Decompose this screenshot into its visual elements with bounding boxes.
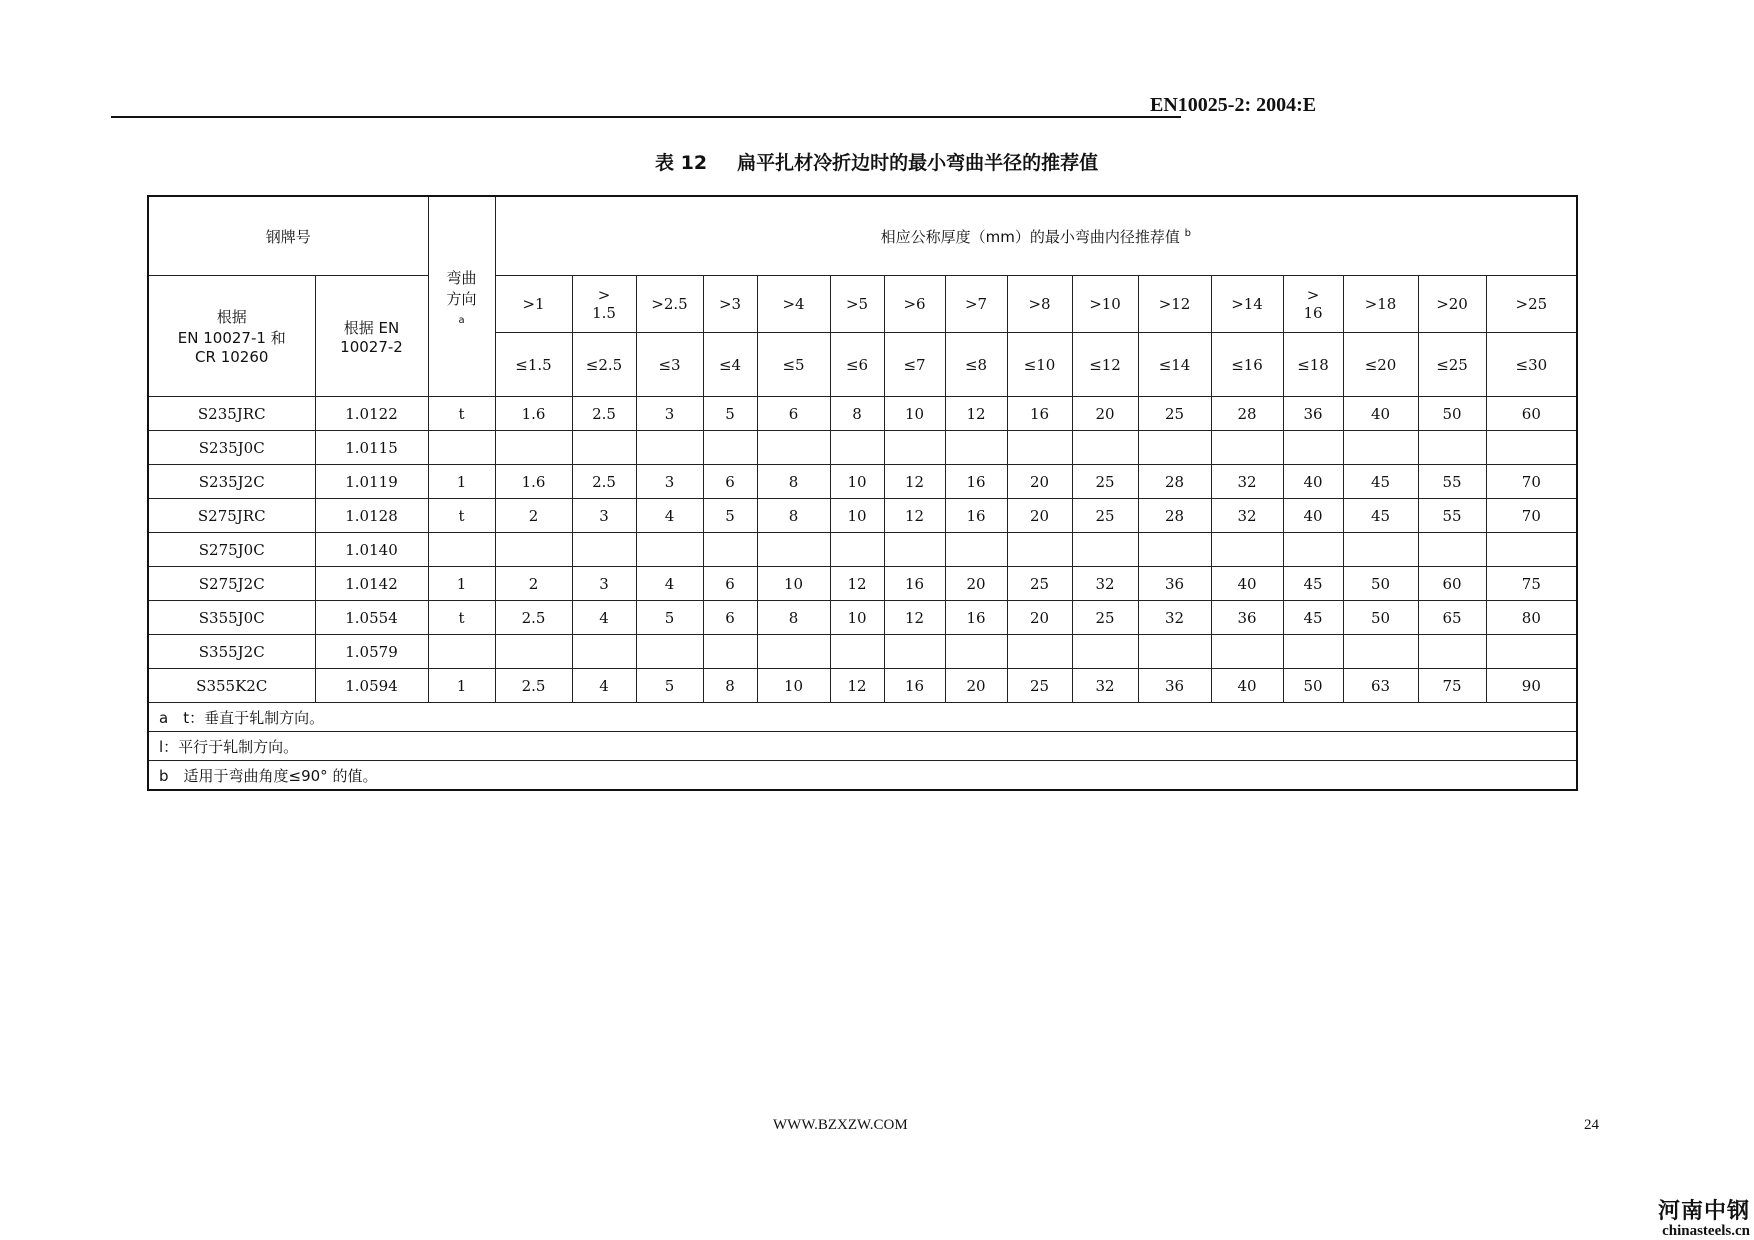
min-bend-diameter: 65 xyxy=(1418,601,1486,635)
bend-direction xyxy=(428,533,495,567)
min-bend-diameter: 2.5 xyxy=(495,669,572,703)
table-row xyxy=(148,669,1577,703)
table-row xyxy=(148,533,1577,567)
min-bend-diameter: 75 xyxy=(1418,669,1486,703)
min-bend-diameter: 25 xyxy=(1072,601,1138,635)
min-bend-diameter xyxy=(1007,431,1072,465)
min-bend-diameter: 10 xyxy=(884,397,945,431)
min-bend-diameter: 75 xyxy=(1486,567,1577,601)
min-bend-diameter: 20 xyxy=(1007,601,1072,635)
min-bend-diameter: 28 xyxy=(1211,397,1283,431)
min-bend-diameter: 36 xyxy=(1283,397,1343,431)
min-bend-diameter xyxy=(1283,431,1343,465)
range-upper-bound: ≤1.5 xyxy=(495,333,572,397)
min-bend-diameter: 10 xyxy=(757,567,830,601)
min-bend-diameter: 50 xyxy=(1343,567,1418,601)
steel-grade-name: S355K2C xyxy=(148,669,315,703)
page-number: 24 xyxy=(1584,1117,1599,1133)
min-bend-diameter xyxy=(757,533,830,567)
min-bend-diameter: 5 xyxy=(703,397,757,431)
min-bend-diameter xyxy=(1486,431,1577,465)
bend-radius-table xyxy=(147,195,1578,791)
range-lower-bound: >10 xyxy=(1072,276,1138,333)
min-bend-diameter xyxy=(1007,635,1072,669)
min-bend-diameter: 36 xyxy=(1138,567,1211,601)
min-bend-diameter xyxy=(1343,533,1418,567)
min-bend-diameter: 40 xyxy=(1211,669,1283,703)
min-bend-diameter: 12 xyxy=(884,601,945,635)
min-bend-diameter xyxy=(1138,635,1211,669)
min-bend-diameter: 50 xyxy=(1283,669,1343,703)
min-bend-diameter: 50 xyxy=(1343,601,1418,635)
min-bend-diameter: 12 xyxy=(830,669,884,703)
min-bend-diameter: 4 xyxy=(636,567,703,601)
range-upper-bound: ≤14 xyxy=(1138,333,1211,397)
min-bend-diameter: 63 xyxy=(1343,669,1418,703)
range-lower-bound: >18 xyxy=(1343,276,1418,333)
steel-grade-name: S275J0C xyxy=(148,533,315,567)
document-id: EN10025-2: 2004:E xyxy=(1150,94,1317,116)
table-footnote-row xyxy=(148,732,1577,761)
range-lower-bound: >5 xyxy=(830,276,884,333)
min-bend-diameter: 10 xyxy=(757,669,830,703)
min-bend-diameter: 70 xyxy=(1486,499,1577,533)
table-row xyxy=(148,397,1577,431)
min-bend-diameter xyxy=(572,431,636,465)
min-bend-diameter: 50 xyxy=(1418,397,1486,431)
min-bend-diameter: 6 xyxy=(703,601,757,635)
range-upper-bound: ≤16 xyxy=(1211,333,1283,397)
min-bend-diameter: 8 xyxy=(703,669,757,703)
min-bend-diameter xyxy=(703,635,757,669)
range-upper-bound: ≤7 xyxy=(884,333,945,397)
min-bend-diameter: 8 xyxy=(830,397,884,431)
min-bend-diameter: 16 xyxy=(884,567,945,601)
min-bend-diameter: 45 xyxy=(1343,499,1418,533)
min-bend-diameter xyxy=(1072,635,1138,669)
min-bend-diameter: 32 xyxy=(1211,499,1283,533)
min-bend-diameter: 12 xyxy=(830,567,884,601)
steel-grade-name: S235J2C xyxy=(148,465,315,499)
min-bend-diameter: 2 xyxy=(495,567,572,601)
thickness-header-label: 相应公称厚度（mm）的最小弯曲内径推荐值 xyxy=(880,227,1180,246)
steel-number: 1.0142 xyxy=(315,567,428,601)
footer-website: WWW.BZXZW.COM xyxy=(773,1117,908,1133)
min-bend-diameter: 20 xyxy=(1007,465,1072,499)
grade-header: 钢牌号 xyxy=(148,196,428,276)
table-footnote-row xyxy=(148,761,1577,791)
min-bend-diameter: 10 xyxy=(830,601,884,635)
min-bend-diameter: 45 xyxy=(1283,567,1343,601)
bend-direction: 1 xyxy=(428,465,495,499)
table-row xyxy=(148,499,1577,533)
min-bend-diameter: 8 xyxy=(757,465,830,499)
min-bend-diameter xyxy=(495,635,572,669)
min-bend-diameter xyxy=(830,431,884,465)
min-bend-diameter xyxy=(1418,431,1486,465)
min-bend-diameter: 32 xyxy=(1072,567,1138,601)
steel-grade-name: S355J2C xyxy=(148,635,315,669)
table-row xyxy=(148,567,1577,601)
min-bend-diameter: 25 xyxy=(1072,499,1138,533)
min-bend-diameter: 80 xyxy=(1486,601,1577,635)
min-bend-diameter: 45 xyxy=(1343,465,1418,499)
logo-en-text: chinasteels.cn xyxy=(1662,1223,1750,1239)
bend-direction: t xyxy=(428,499,495,533)
min-bend-diameter: 40 xyxy=(1343,397,1418,431)
min-bend-diameter: 60 xyxy=(1486,397,1577,431)
min-bend-diameter: 16 xyxy=(945,601,1007,635)
bend-direction xyxy=(428,635,495,669)
min-bend-diameter: 32 xyxy=(1211,465,1283,499)
min-bend-diameter xyxy=(1211,431,1283,465)
min-bend-diameter xyxy=(572,635,636,669)
min-bend-diameter: 45 xyxy=(1283,601,1343,635)
min-bend-diameter xyxy=(757,431,830,465)
min-bend-diameter: 3 xyxy=(636,465,703,499)
steel-number: 1.0128 xyxy=(315,499,428,533)
min-bend-diameter: 16 xyxy=(945,499,1007,533)
range-lower-bound: >3 xyxy=(703,276,757,333)
en10027-1-header: 根据 EN 10027-1 和 CR 10260 xyxy=(148,276,315,397)
table-row xyxy=(148,465,1577,499)
min-bend-diameter xyxy=(1486,635,1577,669)
range-lower-bound: >7 xyxy=(945,276,1007,333)
min-bend-diameter: 2.5 xyxy=(495,601,572,635)
bend-direction: t xyxy=(428,397,495,431)
range-upper-bound: ≤5 xyxy=(757,333,830,397)
min-bend-diameter: 28 xyxy=(1138,499,1211,533)
steel-number: 1.0140 xyxy=(315,533,428,567)
min-bend-diameter: 5 xyxy=(636,669,703,703)
table-footnote: b 适用于弯曲角度≤90° 的值。 xyxy=(148,761,1577,791)
min-bend-diameter xyxy=(1072,431,1138,465)
thickness-footnote-mark: b xyxy=(1184,227,1192,239)
min-bend-diameter: 8 xyxy=(757,601,830,635)
steel-number: 1.0119 xyxy=(315,465,428,499)
min-bend-diameter: 16 xyxy=(1007,397,1072,431)
table-caption: 扁平扎材冷折边时的最小弯曲半径的推荐值 xyxy=(737,152,1099,174)
min-bend-diameter xyxy=(703,533,757,567)
min-bend-diameter xyxy=(636,533,703,567)
min-bend-diameter: 25 xyxy=(1007,669,1072,703)
bend-direction: 1 xyxy=(428,567,495,601)
min-bend-diameter: 1.6 xyxy=(495,397,572,431)
bend-direction-label: 弯曲 方向 xyxy=(446,268,477,308)
min-bend-diameter: 8 xyxy=(757,499,830,533)
min-bend-diameter: 5 xyxy=(636,601,703,635)
min-bend-diameter xyxy=(636,635,703,669)
min-bend-diameter: 20 xyxy=(945,669,1007,703)
min-bend-diameter: 70 xyxy=(1486,465,1577,499)
min-bend-diameter: 2.5 xyxy=(572,465,636,499)
min-bend-diameter: 12 xyxy=(884,499,945,533)
min-bend-diameter: 20 xyxy=(1072,397,1138,431)
table-title xyxy=(655,148,1098,175)
min-bend-diameter: 20 xyxy=(1007,499,1072,533)
range-upper-bound: ≤2.5 xyxy=(572,333,636,397)
min-bend-diameter: 6 xyxy=(757,397,830,431)
min-bend-diameter xyxy=(945,431,1007,465)
min-bend-diameter: 36 xyxy=(1138,669,1211,703)
min-bend-diameter xyxy=(830,635,884,669)
min-bend-diameter xyxy=(495,533,572,567)
min-bend-diameter xyxy=(1211,635,1283,669)
min-bend-diameter xyxy=(757,635,830,669)
min-bend-diameter xyxy=(1283,533,1343,567)
range-lower-bound: >20 xyxy=(1418,276,1486,333)
steel-grade-name: S275J2C xyxy=(148,567,315,601)
min-bend-diameter xyxy=(1211,533,1283,567)
min-bend-diameter: 28 xyxy=(1138,465,1211,499)
min-bend-diameter: 25 xyxy=(1072,465,1138,499)
range-upper-bound: ≤20 xyxy=(1343,333,1418,397)
min-bend-diameter xyxy=(1486,533,1577,567)
min-bend-diameter: 1.6 xyxy=(495,465,572,499)
min-bend-diameter xyxy=(636,431,703,465)
table-row xyxy=(148,431,1577,465)
min-bend-diameter: 2.5 xyxy=(572,397,636,431)
range-lower-bound: > 16 xyxy=(1283,276,1343,333)
min-bend-diameter: 3 xyxy=(636,397,703,431)
range-lower-bound: >1 xyxy=(495,276,572,333)
range-lower-bound: >14 xyxy=(1211,276,1283,333)
min-bend-diameter: 3 xyxy=(572,499,636,533)
min-bend-diameter: 32 xyxy=(1138,601,1211,635)
min-bend-diameter xyxy=(1343,431,1418,465)
min-bend-diameter: 6 xyxy=(703,567,757,601)
bend-direction-header xyxy=(428,196,495,397)
table-number: 表 12 xyxy=(655,152,708,174)
range-upper-bound: ≤4 xyxy=(703,333,757,397)
min-bend-diameter xyxy=(884,635,945,669)
min-bend-diameter xyxy=(1138,533,1211,567)
min-bend-diameter xyxy=(1418,635,1486,669)
steel-number: 1.0122 xyxy=(315,397,428,431)
range-lower-bound: >25 xyxy=(1486,276,1577,333)
range-upper-bound: ≤12 xyxy=(1072,333,1138,397)
min-bend-diameter: 6 xyxy=(703,465,757,499)
range-upper-bound: ≤18 xyxy=(1283,333,1343,397)
min-bend-diameter: 40 xyxy=(1283,465,1343,499)
min-bend-diameter: 10 xyxy=(830,499,884,533)
min-bend-diameter: 4 xyxy=(636,499,703,533)
min-bend-diameter: 40 xyxy=(1283,499,1343,533)
min-bend-diameter: 90 xyxy=(1486,669,1577,703)
steel-number: 1.0554 xyxy=(315,601,428,635)
range-lower-bound: >4 xyxy=(757,276,830,333)
steel-grade-name: S355J0C xyxy=(148,601,315,635)
min-bend-diameter xyxy=(572,533,636,567)
table-footnote: l：平行于轧制方向。 xyxy=(148,732,1577,761)
range-upper-bound: ≤10 xyxy=(1007,333,1072,397)
min-bend-diameter: 36 xyxy=(1211,601,1283,635)
min-bend-diameter xyxy=(884,533,945,567)
range-upper-bound: ≤3 xyxy=(636,333,703,397)
header-rule xyxy=(111,116,1181,118)
min-bend-diameter xyxy=(1418,533,1486,567)
range-lower-bound: > 1.5 xyxy=(572,276,636,333)
logo-cn-text: 河南中钢 xyxy=(1657,1199,1750,1224)
range-upper-bound: ≤6 xyxy=(830,333,884,397)
min-bend-diameter: 20 xyxy=(945,567,1007,601)
min-bend-diameter: 10 xyxy=(830,465,884,499)
min-bend-diameter: 55 xyxy=(1418,465,1486,499)
site-logo xyxy=(1610,1201,1750,1239)
min-bend-diameter: 55 xyxy=(1418,499,1486,533)
min-bend-diameter: 25 xyxy=(1007,567,1072,601)
min-bend-diameter xyxy=(1138,431,1211,465)
min-bend-diameter: 32 xyxy=(1072,669,1138,703)
min-bend-diameter: 40 xyxy=(1211,567,1283,601)
min-bend-diameter: 60 xyxy=(1418,567,1486,601)
min-bend-diameter: 4 xyxy=(572,669,636,703)
min-bend-diameter: 16 xyxy=(945,465,1007,499)
en10027-2-header: 根据 EN 10027-2 xyxy=(315,276,428,397)
min-bend-diameter xyxy=(1072,533,1138,567)
min-bend-diameter xyxy=(495,431,572,465)
table-row xyxy=(148,635,1577,669)
bend-direction xyxy=(428,431,495,465)
min-bend-diameter: 12 xyxy=(884,465,945,499)
range-lower-bound: >12 xyxy=(1138,276,1211,333)
range-upper-bound: ≤8 xyxy=(945,333,1007,397)
min-bend-diameter xyxy=(1283,635,1343,669)
min-bend-diameter xyxy=(884,431,945,465)
steel-number: 1.0115 xyxy=(315,431,428,465)
min-bend-diameter: 4 xyxy=(572,601,636,635)
bend-direction: t xyxy=(428,601,495,635)
table-footnote-row xyxy=(148,703,1577,732)
range-lower-bound: >6 xyxy=(884,276,945,333)
min-bend-diameter: 25 xyxy=(1138,397,1211,431)
steel-number: 1.0579 xyxy=(315,635,428,669)
bend-direction: 1 xyxy=(428,669,495,703)
steel-grade-name: S235JRC xyxy=(148,397,315,431)
min-bend-diameter xyxy=(703,431,757,465)
range-upper-bound: ≤30 xyxy=(1486,333,1577,397)
min-bend-diameter xyxy=(830,533,884,567)
bend-direction-footnote-mark: a xyxy=(458,314,465,326)
table-row xyxy=(148,601,1577,635)
min-bend-diameter xyxy=(1007,533,1072,567)
min-bend-diameter xyxy=(945,533,1007,567)
range-lower-bound: >8 xyxy=(1007,276,1072,333)
min-bend-diameter xyxy=(945,635,1007,669)
steel-grade-name: S235J0C xyxy=(148,431,315,465)
steel-number: 1.0594 xyxy=(315,669,428,703)
table-footnote: a t：垂直于轧制方向。 xyxy=(148,703,1577,732)
min-bend-diameter: 2 xyxy=(495,499,572,533)
steel-grade-name: S275JRC xyxy=(148,499,315,533)
thickness-header xyxy=(495,196,1577,276)
min-bend-diameter: 12 xyxy=(945,397,1007,431)
min-bend-diameter: 3 xyxy=(572,567,636,601)
range-lower-bound: >2.5 xyxy=(636,276,703,333)
min-bend-diameter: 5 xyxy=(703,499,757,533)
min-bend-diameter xyxy=(1343,635,1418,669)
min-bend-diameter: 16 xyxy=(884,669,945,703)
range-upper-bound: ≤25 xyxy=(1418,333,1486,397)
